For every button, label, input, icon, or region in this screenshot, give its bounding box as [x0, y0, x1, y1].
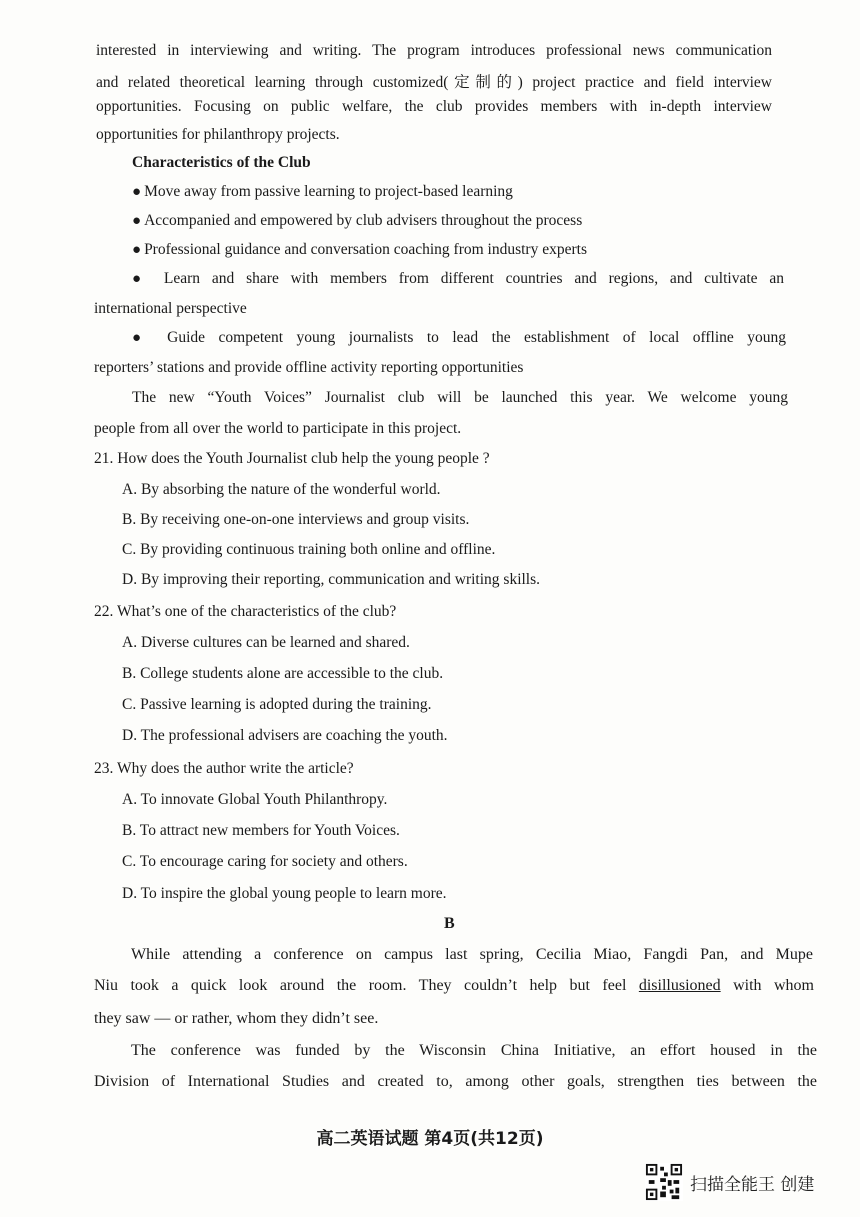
bullet-icon: ●: [132, 184, 142, 200]
bullet-icon: ●: [132, 242, 142, 258]
answer-option: C. By providing continuous training both online and offline.: [122, 541, 496, 558]
watermark-text: 扫描全能王 创建: [690, 1174, 815, 1195]
answer-option: A. By absorbing the nature of the wonderful world.: [122, 481, 441, 498]
answer-option: B. By receiving one-on-one interviews and group visits.: [122, 511, 470, 528]
characteristics-heading: Characteristics of the Club: [132, 154, 311, 171]
passage-text: with whom: [720, 977, 815, 994]
bullet-icon: ●: [132, 271, 150, 287]
characteristic-item: [132, 270, 784, 288]
closing-line-1: The new “Youth Voices” Journalist club will be launched this year. We welcome young: [132, 389, 788, 406]
question-stem: 21. How does the Youth Journalist club help the young people ?: [94, 450, 490, 467]
bullet-icon: ●: [132, 330, 151, 346]
characteristic-text-continued: international perspective: [94, 300, 247, 317]
characteristic-text: Move away from passive learning to project-based learning: [144, 183, 513, 200]
passage-b-p2-line-1: The conference was funded by the Wisconsin China Initiative, an effort housed in the: [131, 1042, 817, 1059]
passage-text: Niu took a quick look around the room. They couldn’t help but feel: [94, 977, 639, 994]
answer-option: C. Passive learning is adopted during the training.: [122, 696, 432, 713]
answer-option: D. To inspire the global young people to learn more.: [122, 885, 447, 902]
question-stem: 22. What’s one of the characteristics of the club?: [94, 603, 397, 620]
answer-option: D. By improving their reporting, communication and writing skills.: [122, 571, 541, 588]
answer-option: B. To attract new members for Youth Voices.: [122, 822, 400, 839]
answer-option: B. College students alone are accessible to the club.: [122, 665, 444, 682]
closing-line-2: people from all over the world to participate in this project.: [94, 420, 462, 437]
characteristic-text: Accompanied and empowered by club advisers throughout the process: [144, 212, 583, 229]
scanner-watermark: [644, 1162, 844, 1202]
characteristic-text: Learn and share with members from different countries and regions, and cultivate an: [163, 270, 785, 287]
answer-option: D. The professional advisers are coaching the youth.: [122, 727, 448, 744]
section-label: B: [444, 915, 455, 932]
passage-b-line-3: they saw — or rather, whom they didn’t see.: [94, 1010, 379, 1027]
passage-b-line-1: While attending a conference on campus last spring, Cecilia Miao, Fangdi Pan, and Mupe: [131, 946, 813, 963]
answer-option: C. To encourage caring for society and others.: [122, 853, 408, 870]
characteristic-text-continued: reporters’ stations and provide offline activity reporting opportunities: [94, 359, 524, 376]
answer-option: A. To innovate Global Youth Philanthropy.: [122, 791, 388, 808]
underlined-word: disillusioned: [638, 977, 721, 994]
characteristic-item: [132, 241, 587, 259]
page-footer: 高二英语试题 第4页(共12页): [316, 1129, 544, 1149]
characteristic-item: [132, 212, 582, 230]
passage-b-line-2: [94, 977, 814, 995]
intro-line-4: opportunities for philanthropy projects.: [96, 126, 340, 143]
characteristic-text: Guide competent young journalists to lead the establishment of local offline young: [167, 329, 787, 346]
qr-code-icon: [644, 1163, 684, 1201]
question-stem: 23. Why does the author write the article?: [94, 760, 354, 777]
characteristic-item: [132, 329, 786, 347]
intro-line-2: and related theoretical learning through customized(定制的) project practice and field interview: [96, 74, 772, 91]
intro-line-1: interested in interviewing and writing. The program introduces professional news communication: [96, 42, 772, 59]
passage-b-p2-line-2: Division of International Studies and created to, among other goals, strengthen ties between the: [94, 1073, 817, 1090]
intro-line-3: opportunities. Focusing on public welfare, the club provides members with in-depth interview: [96, 98, 772, 115]
characteristic-text: Professional guidance and conversation coaching from industry experts: [144, 241, 587, 258]
bullet-icon: ●: [132, 213, 142, 229]
characteristic-item: [132, 183, 513, 201]
answer-option: A. Diverse cultures can be learned and shared.: [122, 634, 410, 651]
